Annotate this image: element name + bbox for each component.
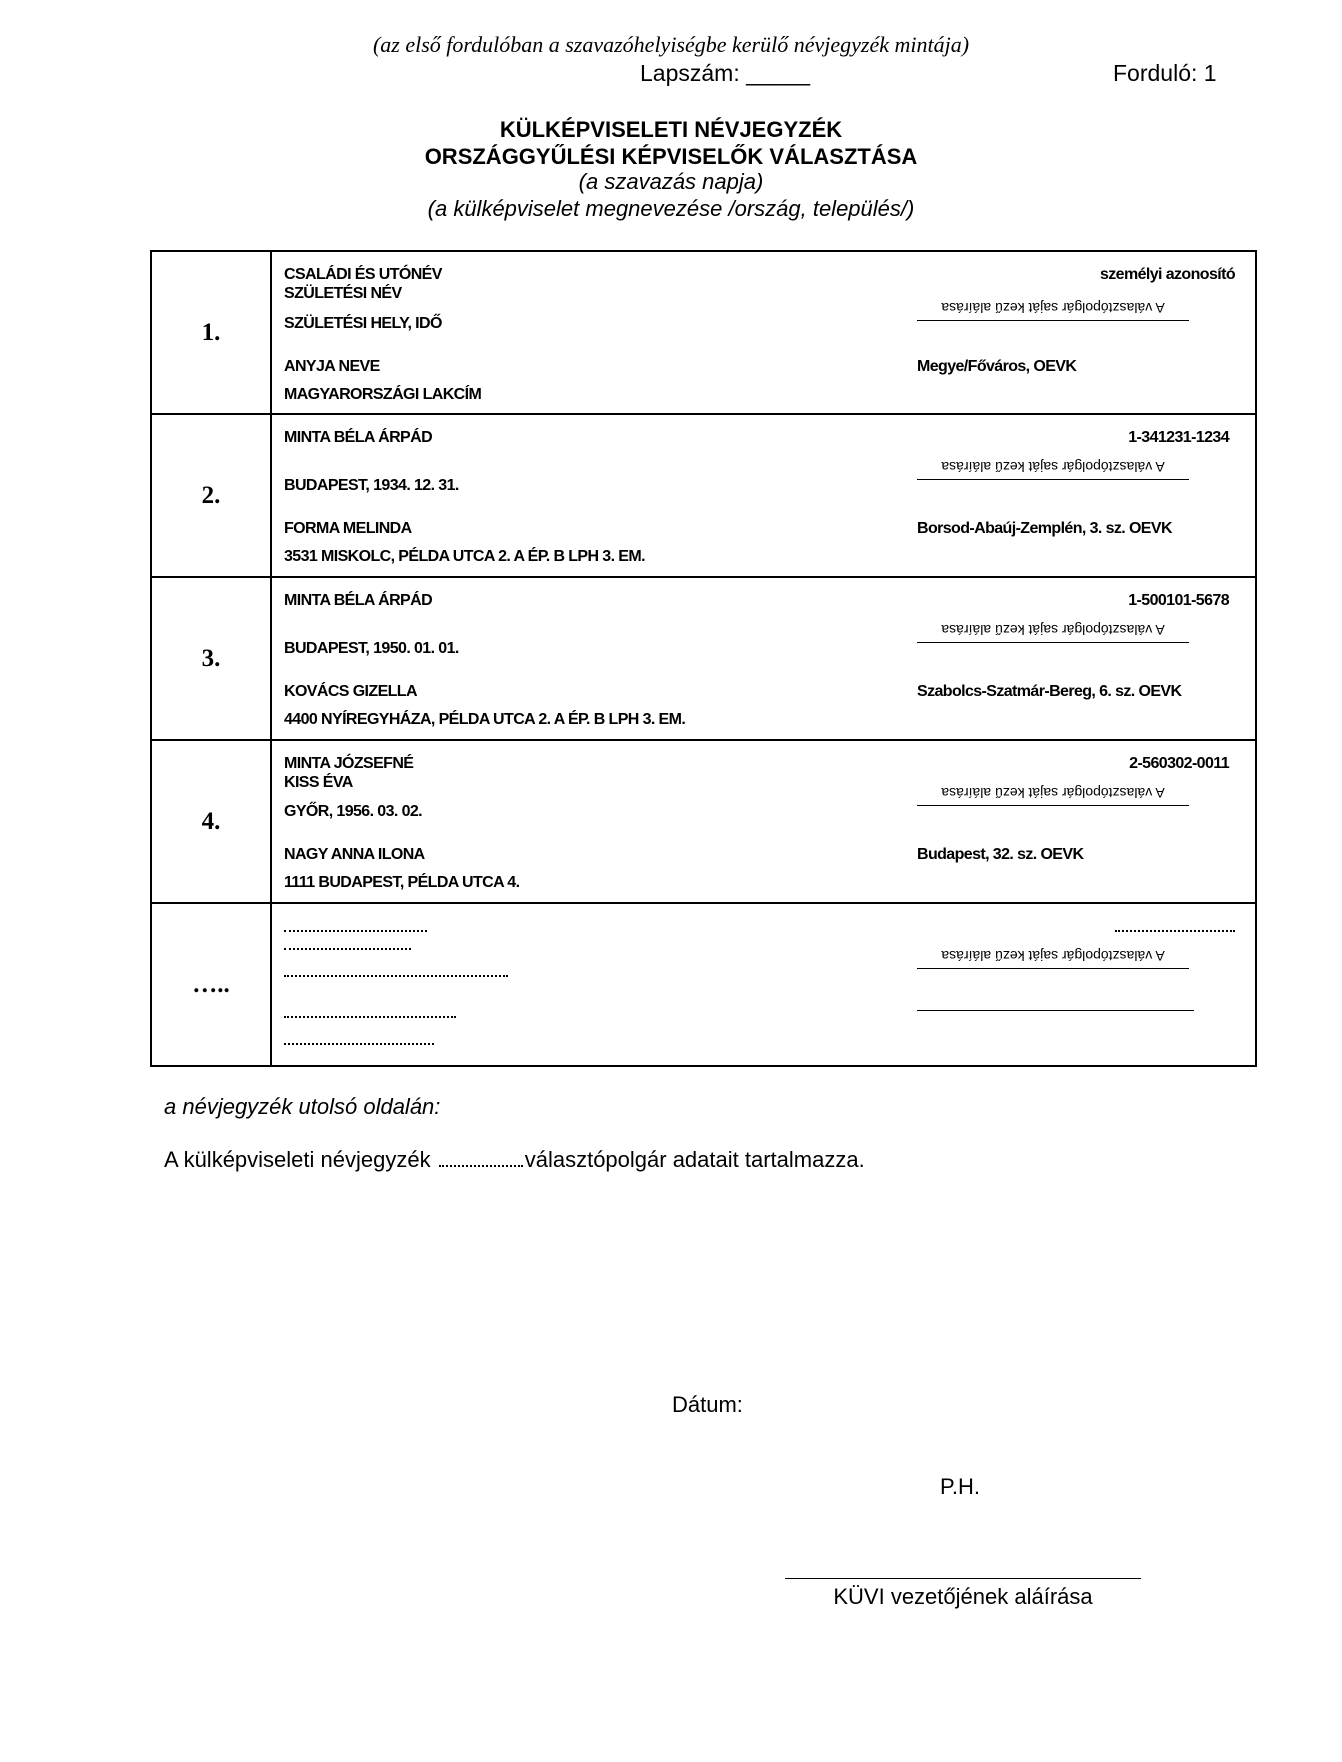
address-field: 3531 MISKOLC, PÉLDA UTCA 2. A ÉP. B LPH 3. EM. [284, 548, 645, 565]
name-field: MINTA BÉLA ÁRPÁD [284, 429, 433, 446]
district-field: Szabolcs-Szatmár-Bereg, 6. sz. OEVK [917, 683, 1182, 700]
signature-caption: A választópolgár saját kezű aláírása [941, 948, 1165, 964]
row-number: ….. [151, 903, 271, 1066]
voter-data-cell [271, 740, 1256, 903]
voter-data-cell [271, 251, 1256, 414]
signature-field[interactable] [917, 298, 1189, 321]
row-number: 3. [151, 577, 271, 740]
blank-district-line[interactable] [917, 1010, 1194, 1011]
table-row [151, 740, 1256, 903]
row-number: 2. [151, 414, 271, 577]
district-field: Megye/Főváros, OEVK [917, 358, 1077, 375]
signature-line[interactable] [785, 1578, 1141, 1579]
blank-name-line[interactable] [284, 930, 427, 932]
date-label: Dátum: [672, 1392, 743, 1417]
blank-mother-line[interactable] [284, 1016, 456, 1018]
birth-name-field: KISS ÉVA [284, 774, 353, 791]
mother-name-field: ANYJA NEVE [284, 358, 380, 375]
mother-name-field: FORMA MELINDA [284, 520, 412, 537]
row-number: 1. [151, 251, 271, 414]
signature-caption: A választópolgár saját kezű aláírása [941, 300, 1165, 316]
voter-data-cell [271, 577, 1256, 740]
birth-place-date-field: GYŐR, 1956. 03. 02. [284, 803, 423, 820]
mother-name-field: KOVÁCS GIZELLA [284, 683, 417, 700]
personal-id-field: 1-341231-1234 [1128, 429, 1229, 446]
name-field: CSALÁDI ÉS UTÓNÉV [284, 266, 442, 283]
election-date-placeholder: (a szavazás napja) [578, 169, 764, 194]
signature-field[interactable] [917, 457, 1189, 480]
title-line-2: ORSZÁGGYŰLÉSI KÉPVISELŐK VÁLASZTÁSA [424, 144, 918, 169]
sample-note: (az első fordulóban a szavazóhelyiségbe kerülő névjegyzék mintája) [372, 32, 970, 57]
signature-field[interactable] [917, 620, 1189, 643]
mother-name-field: NAGY ANNA ILONA [284, 846, 425, 863]
stamp-label: P.H. [940, 1474, 980, 1499]
signature-field[interactable] [917, 783, 1189, 806]
personal-id-field: 1-500101-5678 [1128, 592, 1229, 609]
signature-label: KÜVI vezetőjének aláírása [833, 1584, 1093, 1609]
birth-place-date-field: SZÜLETÉSI HELY, IDŐ [284, 315, 442, 332]
signature-caption: A választópolgár saját kezű aláírása [941, 459, 1165, 475]
birth-place-date-field: BUDAPEST, 1950. 01. 01. [284, 640, 459, 657]
birth-name-field: SZÜLETÉSI NÉV [284, 285, 402, 302]
voter-register-table [150, 250, 1257, 1067]
document-subtitle [0, 168, 1342, 222]
table-row [151, 577, 1256, 740]
name-field: MINTA BÉLA ÁRPÁD [284, 592, 433, 609]
row-number: 4. [151, 740, 271, 903]
document-title [0, 116, 1342, 170]
district-field: Borsod-Abaúj-Zemplén, 3. sz. OEVK [917, 520, 1172, 537]
blank-data-cell [271, 903, 1256, 1066]
mission-name-placeholder: (a külképviselet megnevezése /ország, település/) [427, 196, 915, 221]
summary-after: választópolgár adatait tartalmazza. [524, 1147, 865, 1172]
table-row [151, 414, 1256, 577]
last-page-note: a névjegyzék utolsó oldalán: [164, 1094, 441, 1119]
blank-address-line[interactable] [284, 1043, 434, 1045]
sheet-number: Lapszám: _____ [640, 60, 811, 86]
summary-before: A külképviseleti névjegyzék [164, 1147, 431, 1172]
title-line-1: KÜLKÉPVISELETI NÉVJEGYZÉK [499, 117, 843, 142]
signature-caption: A választópolgár saját kezű aláírása [941, 622, 1165, 638]
table-row [151, 251, 1256, 414]
voter-data-cell [271, 414, 1256, 577]
name-field: MINTA JÓZSEFNÉ [284, 755, 414, 772]
summary-sentence [164, 1147, 865, 1173]
round-label: Forduló: 1 [1113, 60, 1217, 86]
signature-field[interactable] [917, 946, 1189, 969]
personal-id-field: személyi azonosító [1099, 266, 1235, 283]
district-field: Budapest, 32. sz. OEVK [917, 846, 1084, 863]
blank-birth-name-line[interactable] [284, 948, 411, 950]
birth-place-date-field: BUDAPEST, 1934. 12. 31. [284, 477, 459, 494]
personal-id-field: 2-560302-0011 [1129, 755, 1229, 772]
voter-count-blank[interactable] [439, 1165, 523, 1167]
signature-caption: A választópolgár saját kezű aláírása [941, 785, 1165, 801]
address-field: MAGYARORSZÁGI LAKCÍM [284, 386, 482, 403]
table-row-blank [151, 903, 1256, 1066]
address-field: 4400 NYÍREGYHÁZA, PÉLDA UTCA 2. A ÉP. B LPH 3. EM. [284, 711, 686, 728]
blank-id-line[interactable] [1115, 930, 1235, 932]
address-field: 1111 BUDAPEST, PÉLDA UTCA 4. [284, 874, 520, 891]
blank-birth-line[interactable] [284, 975, 508, 977]
